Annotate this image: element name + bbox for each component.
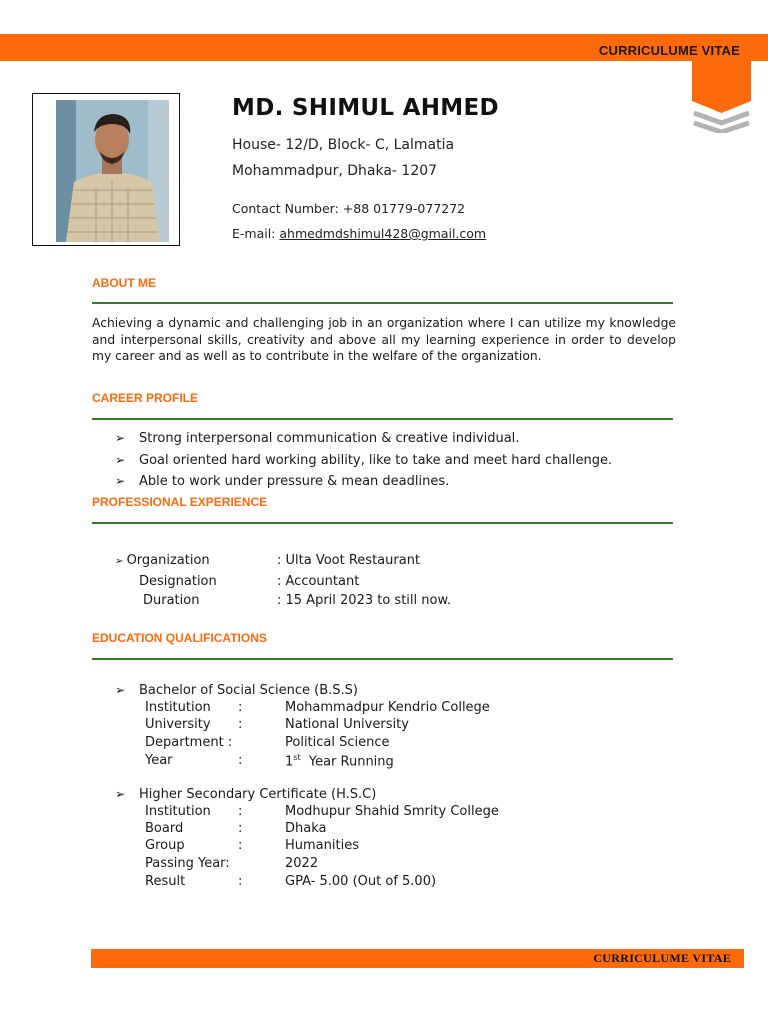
org-label-row <box>115 553 210 568</box>
designation-value: : Accountant <box>277 574 360 589</box>
arrow-bullet-icon: ➢ <box>115 474 126 488</box>
cv-title: CURRICULUME VITAE <box>598 43 740 58</box>
org-label: Organization <box>126 553 210 568</box>
career-heading: CAREER PROFILE <box>92 391 199 405</box>
hsc-board-value: Dhaka <box>285 821 327 836</box>
address-line-2: Mohammadpur, Dhaka- 1207 <box>232 163 438 179</box>
hsc-group-label: Group <box>145 838 185 853</box>
bss-university-label: University <box>145 717 211 732</box>
designation-label: Designation <box>139 574 217 589</box>
degree-hsc-title: ➢ Higher Secondary Certificate (H.S.C) <box>115 787 377 802</box>
career-item: ➢ Goal oriented hard working ability, like to take and meet hard challenge. <box>115 453 613 468</box>
profile-photo <box>56 100 169 242</box>
email-row <box>232 226 486 241</box>
contact-number: Contact Number: +88 01779-077272 <box>232 201 466 216</box>
arrow-bullet-icon: ➢ <box>115 683 126 697</box>
career-item: ➢ Able to work under pressure & mean deadlines. <box>115 474 450 489</box>
career-item: ➢ Strong interpersonal communication & creative individual. <box>115 431 520 446</box>
experience-heading: PROFESSIONAL EXPERIENCE <box>92 495 268 509</box>
bss-department-value: Political Science <box>285 735 390 750</box>
bss-university-sep: : <box>238 717 243 732</box>
arrow-bullet-icon: ➢ <box>115 556 127 567</box>
about-text: Achieving a dynamic and challenging job in an organization where I can utilize my knowledge and interpersonal skills, creativity and above all my learning experience in order to develop my career and as well as to contribute in the welfare of the organization. <box>92 316 676 363</box>
bss-department-label: Department : <box>145 735 233 750</box>
bss-university-value: National University <box>285 717 409 732</box>
top-banner <box>0 34 768 61</box>
hsc-board-label: Board <box>145 821 184 836</box>
duration-label: Duration <box>143 593 200 608</box>
email-link[interactable]: ahmedmdshimul428@gmail.com <box>279 226 487 241</box>
org-value: : Ulta Voot Restaurant <box>277 553 421 568</box>
bss-year-label: Year <box>145 753 173 768</box>
degree-bss-title: ➢ Bachelor of Social Science (B.S.S) <box>115 683 359 698</box>
bss-year-sep: : <box>238 753 243 768</box>
bss-institution-label: Institution <box>145 700 211 715</box>
hsc-passing-year-value: 2022 <box>285 856 319 871</box>
hsc-institution-label: Institution <box>145 804 211 819</box>
about-divider <box>92 302 673 304</box>
hsc-result-label: Result <box>145 874 186 889</box>
education-heading: EDUCATION QUALIFICATIONS <box>92 631 267 645</box>
footer-cv-title: CURRICULUME VITAE <box>593 951 731 965</box>
hsc-result-sep: : <box>238 874 243 889</box>
hsc-group-value: Humanities <box>285 838 359 853</box>
duration-value: : 15 April 2023 to still now. <box>277 593 452 608</box>
experience-divider <box>92 522 673 524</box>
email-label: E-mail: <box>232 226 280 241</box>
footer-banner <box>91 949 744 968</box>
hsc-passing-year-label: Passing Year: <box>145 856 230 871</box>
about-heading: ABOUT ME <box>92 276 156 290</box>
candidate-name: MD. SHIMUL AHMED <box>232 95 499 121</box>
hsc-result-value: GPA- 5.00 (Out of 5.00) <box>285 874 437 889</box>
bss-institution-value: Mohammadpur Kendrio College <box>285 700 490 715</box>
hsc-board-sep: : <box>238 821 243 836</box>
bss-year-value: 1st Year Running <box>285 753 394 770</box>
arrow-bullet-icon: ➢ <box>115 787 126 801</box>
ribbon-chevron-icon <box>692 61 751 133</box>
address-line-1: House- 12/D, Block- C, Lalmatia <box>232 137 455 153</box>
hsc-institution-sep: : <box>238 804 243 819</box>
hsc-institution-value: Modhupur Shahid Smrity College <box>285 804 499 819</box>
profile-photo-frame <box>32 93 180 246</box>
bss-institution-sep: : <box>238 700 243 715</box>
career-divider <box>92 418 673 420</box>
education-divider <box>92 658 673 660</box>
arrow-bullet-icon: ➢ <box>115 431 126 445</box>
hsc-group-sep: : <box>238 838 243 853</box>
arrow-bullet-icon: ➢ <box>115 453 126 467</box>
